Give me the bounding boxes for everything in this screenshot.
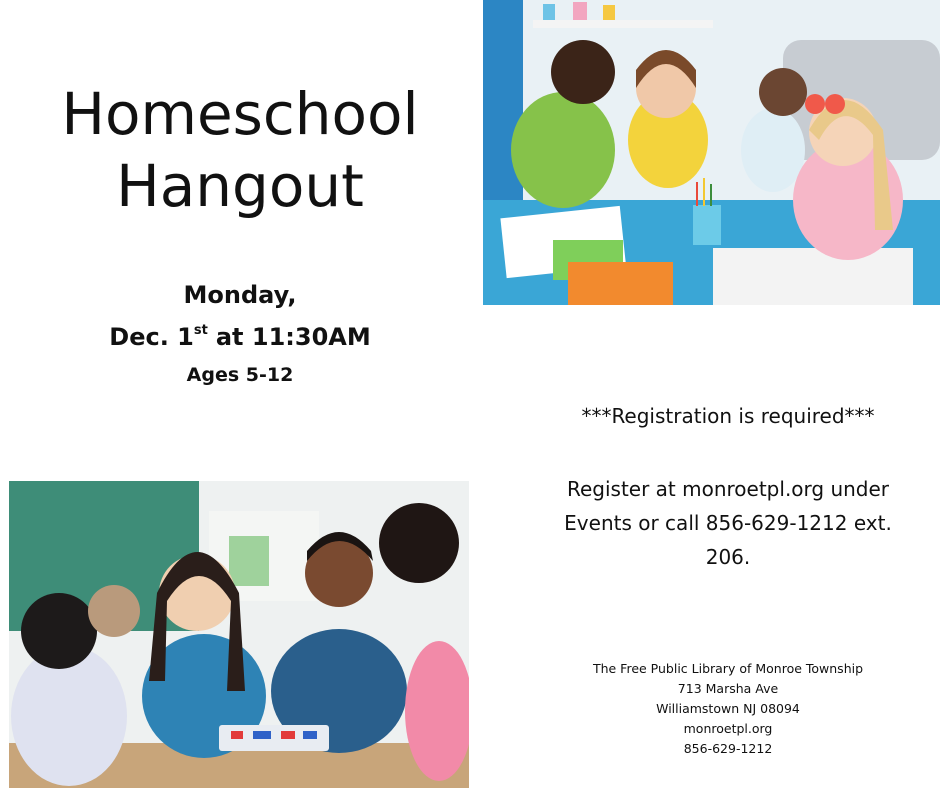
library-name: The Free Public Library of Monroe Township <box>592 661 864 676</box>
registration-instructions: Register at monroetpl.org under Events or call 856-629-1212 ext. 206. <box>564 477 892 569</box>
photo-children-circuits <box>9 481 469 788</box>
flyer-title <box>20 78 460 222</box>
library-phone: 856-629-1212 <box>683 741 773 756</box>
event-date-suffix: st <box>193 323 208 338</box>
title-line-2: Hangout <box>116 152 364 220</box>
event-details <box>40 276 440 392</box>
title-line-1: Homeschool <box>61 80 419 148</box>
library-street: 713 Marsha Ave <box>677 681 779 696</box>
event-date: Dec. 1 <box>109 323 194 351</box>
photo-children-drawing <box>483 0 940 305</box>
event-ages: Ages 5-12 <box>186 364 294 386</box>
drawing-scene-illustration <box>483 0 940 305</box>
event-date-time <box>40 314 440 356</box>
circuits-scene-illustration <box>9 481 469 788</box>
library-contact-block <box>548 659 908 759</box>
library-website: monroetpl.org <box>683 721 773 736</box>
library-city: Williamstown NJ 08094 <box>656 701 800 716</box>
event-time: at 11:30AM <box>215 323 371 351</box>
registration-required-note: ***Registration is required*** <box>581 404 875 428</box>
event-day: Monday, <box>183 281 297 309</box>
